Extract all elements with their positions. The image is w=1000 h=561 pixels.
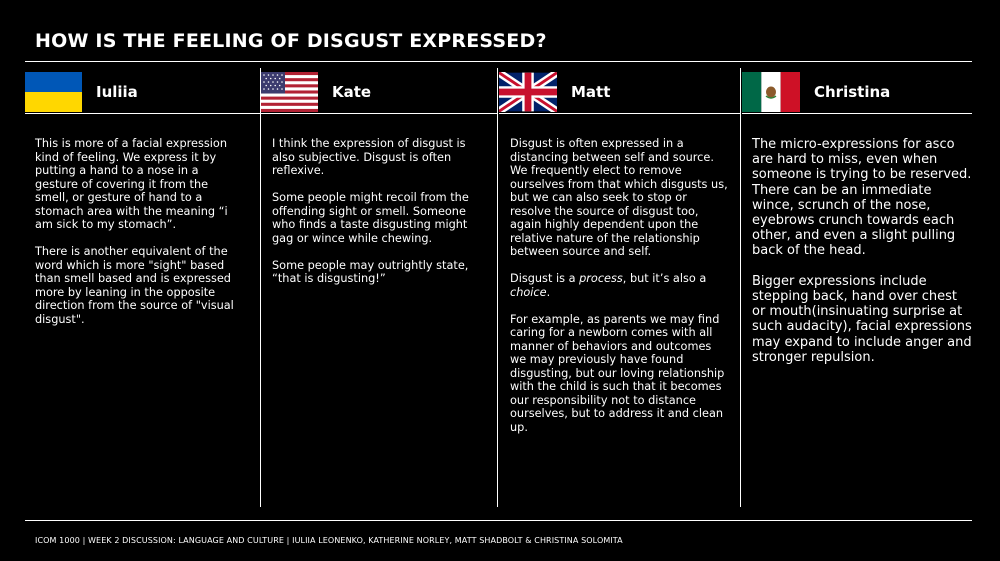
uk-flag-icon — [499, 72, 557, 112]
column-name: Christina — [814, 83, 891, 101]
emphasis-process: process — [579, 272, 623, 285]
usa-flag-icon — [261, 72, 318, 112]
emphasis-choice: choice — [510, 285, 547, 299]
text-run: . — [546, 285, 551, 299]
column-divider — [497, 68, 498, 507]
paragraph: Bigger expressions include stepping back, hand over chest or mouth(insinuating surprise at such audacity), facial expressions may expand to include anger and stronger repulsion. — [752, 273, 972, 365]
column-header-iuliia — [25, 71, 138, 113]
column-divider — [260, 68, 261, 507]
column-name: Matt — [571, 83, 611, 101]
column-header-kate — [261, 71, 371, 113]
paragraph: For example, as parents we may find caring for a newborn comes with all manner of behaviors and outcomes we may previously have found disgusting, but our loving relationship with the child is such that it becomes our responsibility not to distance ourselves, but to address it and clean up. — [510, 312, 725, 434]
footer-divider — [25, 520, 972, 521]
header-underline — [261, 113, 497, 114]
title-divider — [25, 61, 972, 62]
paragraph: There is another equivalent of the word which is more "sight" based than smell based and is expressed more by leaning in the opposite direction from the source of "visual disgust". — [35, 245, 234, 326]
paragraph-process-choice — [510, 272, 730, 299]
text-run: Disgust is a — [510, 272, 580, 285]
column-name: Kate — [332, 83, 372, 101]
column-divider — [740, 68, 741, 507]
paragraph: Some people may outrightly state, “that is disgusting!” — [272, 258, 469, 285]
header-underline — [499, 113, 740, 114]
paragraph: Some people might recoil from the offending sight or smell. Someone who finds a taste disgusting might gag or wince while chewing. — [272, 191, 469, 245]
column-body-christina — [752, 137, 972, 380]
paragraph: This is more of a facial expression kind of feeling. We express it by putting a hand to a nose in a gesture of covering it from the smell, or gesture of hand to a stomach area with the meaning “i am sick to my stomach”. — [35, 137, 228, 231]
column-header-matt — [499, 71, 610, 113]
column-body-iuliia — [35, 137, 245, 340]
paragraph: The micro-expressions for asco are hard to miss, even when someone is trying to be reserved. There can be an immediate wince, scrunch of the nose, eyebrows crunch towards each other, and even a slight pulling back of the head. — [752, 137, 972, 259]
text-run: , but it’s also a — [622, 272, 707, 285]
column-body-kate — [272, 137, 482, 299]
header-underline — [742, 113, 972, 114]
mexico-flag-icon — [742, 72, 800, 112]
header-underline — [25, 113, 260, 114]
footer-credits: ICOM 1000 | WEEK 2 DISCUSSION: LANGUAGE AND CULTURE | IULIIA LEONENKO, KATHERINE NORLEY, MATT SHADBOLT & CHRISTINA SOLOMITA — [35, 536, 623, 545]
column-name: Iuliia — [96, 83, 138, 101]
paragraph: I think the expression of disgust is also subjective. Disgust is often reflexive. — [272, 137, 466, 177]
column-header-christina — [742, 71, 890, 113]
ukraine-flag-icon — [25, 72, 82, 112]
page-title: HOW IS THE FEELING OF DISGUST EXPRESSED? — [35, 30, 547, 52]
column-body-matt — [510, 137, 730, 448]
paragraph: Disgust is often expressed in a distancing between self and source. We frequently elect to remove ourselves from that which disgusts us, but we can also seek to stop or resolve the source of disgust too, again highly dependent upon the relative nature of the relationship between source and self. — [510, 137, 728, 258]
